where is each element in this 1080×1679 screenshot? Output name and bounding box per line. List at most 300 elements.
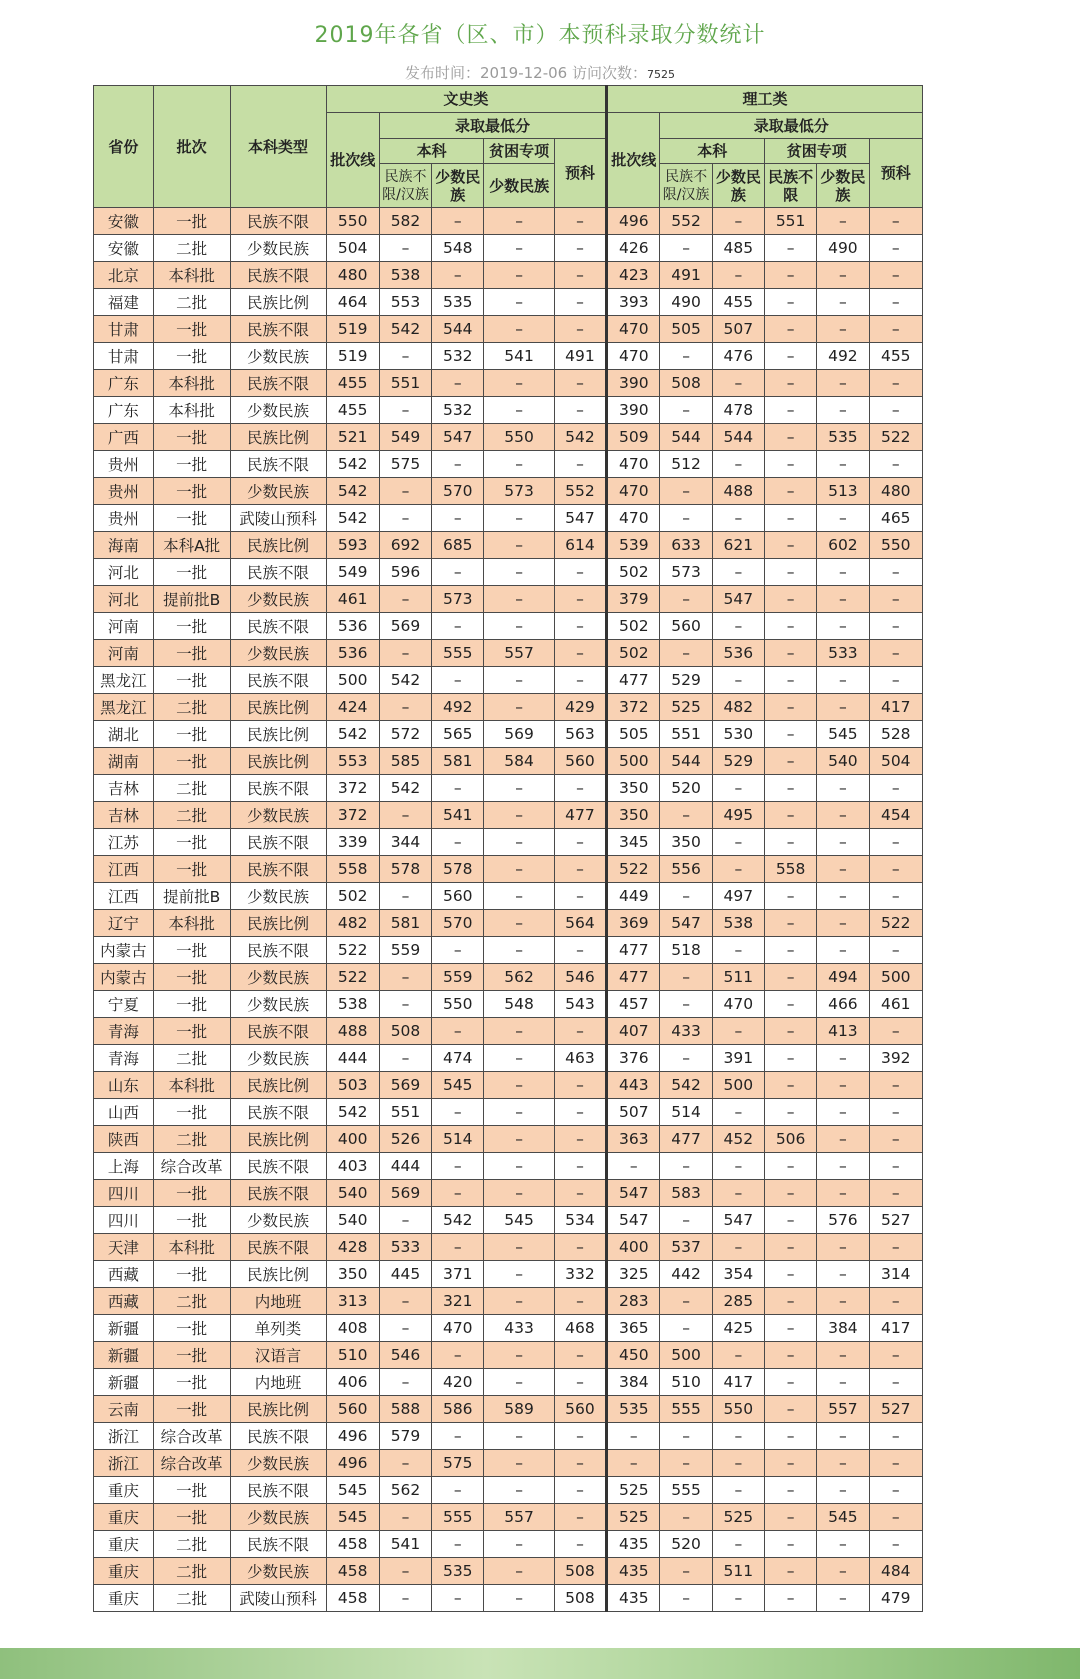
table-cell: 400 xyxy=(607,1234,660,1261)
table-cell: 479 xyxy=(869,1585,922,1612)
table-cell: 400 xyxy=(326,1126,379,1153)
table-row xyxy=(94,613,923,640)
table-cell: – xyxy=(764,775,816,802)
table-cell: 588 xyxy=(379,1396,431,1423)
table-cell: 民族比例 xyxy=(230,1126,326,1153)
table-row xyxy=(94,478,923,505)
table-cell: 一批 xyxy=(153,451,230,478)
table-cell: – xyxy=(660,1423,712,1450)
table-cell: 500 xyxy=(869,964,922,991)
table-cell: 551 xyxy=(379,370,431,397)
table-cell: – xyxy=(484,262,554,289)
table-cell: – xyxy=(554,289,606,316)
table-cell: – xyxy=(484,505,554,532)
table-cell: – xyxy=(484,829,554,856)
table-cell: – xyxy=(554,316,606,343)
table-cell: 黑龙江 xyxy=(94,667,154,694)
table-cell: 530 xyxy=(712,721,764,748)
table-cell: – xyxy=(660,1207,712,1234)
table-cell: – xyxy=(554,208,606,235)
table-cell: – xyxy=(764,1072,816,1099)
table-cell: – xyxy=(660,505,712,532)
table-cell: – xyxy=(869,235,922,262)
table-cell: – xyxy=(379,1450,431,1477)
table-cell: 青海 xyxy=(94,1045,154,1072)
table-row xyxy=(94,1477,923,1504)
table-cell: 372 xyxy=(326,802,379,829)
table-cell: 503 xyxy=(326,1072,379,1099)
table-cell: – xyxy=(764,1018,816,1045)
table-cell: 民族不限 xyxy=(230,1018,326,1045)
table-cell: 少数民族 xyxy=(230,397,326,424)
table-cell: 一批 xyxy=(153,559,230,586)
table-cell: 民族不限 xyxy=(230,1531,326,1558)
table-cell: – xyxy=(764,262,816,289)
table-cell: 甘肃 xyxy=(94,316,154,343)
table-cell: – xyxy=(764,370,816,397)
table-cell: – xyxy=(764,343,816,370)
table-cell: – xyxy=(554,235,606,262)
table-cell: 民族不限 xyxy=(230,262,326,289)
table-cell: 573 xyxy=(484,478,554,505)
table-cell: – xyxy=(432,262,484,289)
table-cell: – xyxy=(554,586,606,613)
table-cell: 少数民族 xyxy=(230,1504,326,1531)
table-cell: 520 xyxy=(660,775,712,802)
header-arts: 文史类 xyxy=(326,86,607,113)
table-cell: 692 xyxy=(379,532,431,559)
table-cell: 541 xyxy=(484,343,554,370)
table-cell: 492 xyxy=(432,694,484,721)
table-cell: – xyxy=(379,343,431,370)
table-cell: 365 xyxy=(607,1315,660,1342)
table-cell: 民族不限 xyxy=(230,829,326,856)
header-sci-poverty-unlimited: 民族不限 xyxy=(764,164,816,208)
table-cell: 536 xyxy=(326,640,379,667)
table-cell: – xyxy=(379,1369,431,1396)
table-cell: – xyxy=(764,937,816,964)
table-cell: 542 xyxy=(379,775,431,802)
table-cell: 393 xyxy=(607,289,660,316)
table-cell: – xyxy=(554,1099,606,1126)
table-cell: 522 xyxy=(607,856,660,883)
table-cell: 454 xyxy=(869,802,922,829)
table-cell: 557 xyxy=(484,640,554,667)
table-cell: – xyxy=(660,1315,712,1342)
table-cell: – xyxy=(712,1180,764,1207)
table-cell: – xyxy=(484,1045,554,1072)
table-cell: 538 xyxy=(379,262,431,289)
table-cell: – xyxy=(554,1234,606,1261)
table-cell: 少数民族 xyxy=(230,1207,326,1234)
table-cell: 633 xyxy=(660,532,712,559)
table-cell: 490 xyxy=(660,289,712,316)
table-cell: – xyxy=(764,316,816,343)
table-cell: – xyxy=(817,829,869,856)
table-cell: 民族不限 xyxy=(230,1099,326,1126)
table-cell: 547 xyxy=(712,1207,764,1234)
table-cell: 汉语言 xyxy=(230,1342,326,1369)
table-cell: – xyxy=(660,640,712,667)
table-cell: – xyxy=(554,667,606,694)
table-cell: 537 xyxy=(660,1234,712,1261)
table-cell: 一批 xyxy=(153,478,230,505)
table-cell: 少数民族 xyxy=(230,1045,326,1072)
table-cell: 提前批B xyxy=(153,586,230,613)
table-cell: – xyxy=(817,694,869,721)
table-row xyxy=(94,775,923,802)
table-cell: 563 xyxy=(554,721,606,748)
table-cell: 526 xyxy=(379,1126,431,1153)
table-cell: 442 xyxy=(660,1261,712,1288)
table-cell: 578 xyxy=(432,856,484,883)
table-cell: – xyxy=(484,1423,554,1450)
table-cell: 407 xyxy=(607,1018,660,1045)
table-cell: 444 xyxy=(326,1045,379,1072)
table-row xyxy=(94,289,923,316)
table-cell: – xyxy=(869,370,922,397)
table-cell: 560 xyxy=(432,883,484,910)
table-cell: – xyxy=(432,1585,484,1612)
table-cell: 重庆 xyxy=(94,1585,154,1612)
table-cell: 一批 xyxy=(153,991,230,1018)
table-cell: – xyxy=(869,667,922,694)
table-cell: 山西 xyxy=(94,1099,154,1126)
table-cell: 北京 xyxy=(94,262,154,289)
table-cell: – xyxy=(484,235,554,262)
table-cell: 民族比例 xyxy=(230,532,326,559)
table-cell: – xyxy=(554,451,606,478)
table-cell: – xyxy=(484,694,554,721)
table-cell: 463 xyxy=(554,1045,606,1072)
table-cell: – xyxy=(764,1477,816,1504)
table-cell: 本科批 xyxy=(153,262,230,289)
table-cell: 广西 xyxy=(94,424,154,451)
table-cell: 533 xyxy=(817,640,869,667)
table-cell: – xyxy=(379,991,431,1018)
table-cell: 505 xyxy=(607,721,660,748)
table-cell: 521 xyxy=(326,424,379,451)
table-cell: – xyxy=(869,559,922,586)
table-cell: 545 xyxy=(326,1504,379,1531)
table-row xyxy=(94,1423,923,1450)
table-row xyxy=(94,559,923,586)
table-cell: – xyxy=(432,1099,484,1126)
table-cell: 470 xyxy=(607,478,660,505)
table-cell: – xyxy=(764,235,816,262)
table-cell: – xyxy=(764,532,816,559)
table-cell: 511 xyxy=(712,1558,764,1585)
table-cell: – xyxy=(484,208,554,235)
table-row xyxy=(94,667,923,694)
table-cell: 534 xyxy=(554,1207,606,1234)
table-cell: 二批 xyxy=(153,289,230,316)
table-cell: 433 xyxy=(484,1315,554,1342)
table-cell: 甘肃 xyxy=(94,343,154,370)
table-cell: 西藏 xyxy=(94,1288,154,1315)
table-cell: – xyxy=(817,1099,869,1126)
table-cell: 339 xyxy=(326,829,379,856)
table-cell: – xyxy=(484,1072,554,1099)
page-title: 2019年各省（区、市）本预科录取分数统计 xyxy=(314,23,766,48)
table-cell: 450 xyxy=(607,1342,660,1369)
table-cell: – xyxy=(764,991,816,1018)
table-cell: 420 xyxy=(432,1369,484,1396)
table-cell: 508 xyxy=(554,1585,606,1612)
table-cell: 二批 xyxy=(153,1045,230,1072)
table-cell: 551 xyxy=(660,721,712,748)
table-cell: 496 xyxy=(326,1423,379,1450)
table-row xyxy=(94,1504,923,1531)
table-cell: 525 xyxy=(660,694,712,721)
table-cell: 一批 xyxy=(153,1504,230,1531)
table-cell: – xyxy=(712,370,764,397)
table-cell: – xyxy=(432,667,484,694)
table-cell: 510 xyxy=(326,1342,379,1369)
table-cell: 384 xyxy=(817,1315,869,1342)
table-cell: – xyxy=(554,370,606,397)
table-cell: 一批 xyxy=(153,640,230,667)
table-cell: – xyxy=(764,1180,816,1207)
table-cell: – xyxy=(660,235,712,262)
header-sci-prep: 预科 xyxy=(869,139,922,208)
table-cell: 350 xyxy=(660,829,712,856)
header-sci-min-score: 录取最低分 xyxy=(660,113,923,139)
table-cell: 502 xyxy=(607,613,660,640)
table-cell: 390 xyxy=(607,397,660,424)
table-cell: – xyxy=(764,289,816,316)
table-cell: – xyxy=(712,1450,764,1477)
table-cell: – xyxy=(660,1450,712,1477)
table-cell: – xyxy=(817,586,869,613)
table-cell: 545 xyxy=(484,1207,554,1234)
table-cell: 435 xyxy=(607,1531,660,1558)
table-cell: 少数民族 xyxy=(230,586,326,613)
table-cell: 581 xyxy=(379,910,431,937)
table-cell: – xyxy=(869,640,922,667)
table-cell: 527 xyxy=(869,1207,922,1234)
table-cell: 545 xyxy=(817,721,869,748)
header-sci-minority: 少数民族 xyxy=(712,164,764,208)
table-cell: 综合改革 xyxy=(153,1450,230,1477)
table-row xyxy=(94,1180,923,1207)
table-cell: 542 xyxy=(660,1072,712,1099)
table-row xyxy=(94,343,923,370)
table-cell: 584 xyxy=(484,748,554,775)
table-row xyxy=(94,586,923,613)
table-cell: 468 xyxy=(554,1315,606,1342)
table-cell: 518 xyxy=(660,937,712,964)
table-cell: 508 xyxy=(660,370,712,397)
table-cell: 535 xyxy=(432,1558,484,1585)
table-cell: – xyxy=(484,910,554,937)
table-cell: – xyxy=(817,1531,869,1558)
table-cell: – xyxy=(869,1018,922,1045)
table-cell: 江苏 xyxy=(94,829,154,856)
table-cell: – xyxy=(379,640,431,667)
table-cell: 一批 xyxy=(153,424,230,451)
table-cell: 542 xyxy=(379,667,431,694)
table-cell: 602 xyxy=(817,532,869,559)
table-cell: 596 xyxy=(379,559,431,586)
table-cell: – xyxy=(484,1234,554,1261)
header-science: 理工类 xyxy=(607,86,923,113)
table-cell: 544 xyxy=(660,748,712,775)
table-cell: – xyxy=(554,262,606,289)
table-cell: 544 xyxy=(660,424,712,451)
table-cell: 522 xyxy=(326,964,379,991)
table-cell: 417 xyxy=(712,1369,764,1396)
table-cell: – xyxy=(432,613,484,640)
table-cell: – xyxy=(484,1261,554,1288)
table-cell: 551 xyxy=(764,208,816,235)
table-cell: 379 xyxy=(607,586,660,613)
table-cell: – xyxy=(764,451,816,478)
table-cell: 490 xyxy=(817,235,869,262)
table-cell: 民族比例 xyxy=(230,1261,326,1288)
table-cell: 综合改革 xyxy=(153,1423,230,1450)
table-cell: 522 xyxy=(326,937,379,964)
table-cell: 548 xyxy=(484,991,554,1018)
table-cell: 单列类 xyxy=(230,1315,326,1342)
table-cell: 535 xyxy=(817,424,869,451)
table-cell: – xyxy=(379,883,431,910)
table-cell: 621 xyxy=(712,532,764,559)
publish-label: 发布时间：2019-12-06 访问次数： xyxy=(405,64,647,82)
table-cell: 488 xyxy=(326,1018,379,1045)
table-cell: – xyxy=(484,1126,554,1153)
table-cell: – xyxy=(432,1423,484,1450)
table-cell: 535 xyxy=(432,289,484,316)
table-cell: 民族不限 xyxy=(230,1423,326,1450)
header-batch: 批次 xyxy=(153,86,230,208)
table-cell: 内蒙古 xyxy=(94,937,154,964)
table-cell: 457 xyxy=(607,991,660,1018)
table-cell: – xyxy=(660,1153,712,1180)
table-cell: 445 xyxy=(379,1261,431,1288)
table-cell: 少数民族 xyxy=(230,1558,326,1585)
table-cell: – xyxy=(817,1045,869,1072)
table-cell: – xyxy=(764,1585,816,1612)
table-cell: 332 xyxy=(554,1261,606,1288)
table-cell: 544 xyxy=(432,316,484,343)
table-cell: 477 xyxy=(554,802,606,829)
table-cell: 一批 xyxy=(153,748,230,775)
table-cell: 一批 xyxy=(153,1369,230,1396)
table-cell: 502 xyxy=(326,883,379,910)
table-cell: 470 xyxy=(432,1315,484,1342)
table-cell: 509 xyxy=(607,424,660,451)
table-cell: 黑龙江 xyxy=(94,694,154,721)
table-cell: 民族比例 xyxy=(230,1396,326,1423)
table-cell: 314 xyxy=(869,1261,922,1288)
table-cell: 二批 xyxy=(153,1558,230,1585)
header-province: 省份 xyxy=(94,86,154,208)
table-cell: 458 xyxy=(326,1531,379,1558)
table-cell: – xyxy=(764,1315,816,1342)
table-cell: – xyxy=(764,424,816,451)
table-cell: – xyxy=(379,235,431,262)
table-cell: – xyxy=(660,802,712,829)
table-cell: – xyxy=(432,937,484,964)
table-cell: 502 xyxy=(607,559,660,586)
table-cell: – xyxy=(764,802,816,829)
table-cell: – xyxy=(764,721,816,748)
table-cell: 武陵山预科 xyxy=(230,1585,326,1612)
table-cell: 四川 xyxy=(94,1180,154,1207)
table-cell: – xyxy=(817,1369,869,1396)
table-cell: – xyxy=(869,1180,922,1207)
table-cell: – xyxy=(712,1342,764,1369)
table-cell: 555 xyxy=(660,1477,712,1504)
table-cell: – xyxy=(869,856,922,883)
table-cell: 477 xyxy=(607,937,660,964)
table-cell: – xyxy=(869,1099,922,1126)
table-cell: 二批 xyxy=(153,1585,230,1612)
table-cell: 一批 xyxy=(153,1099,230,1126)
table-cell: – xyxy=(432,1180,484,1207)
table-cell: 540 xyxy=(817,748,869,775)
table-row xyxy=(94,451,923,478)
table-cell: – xyxy=(554,856,606,883)
table-cell: 477 xyxy=(607,964,660,991)
table-cell: – xyxy=(764,613,816,640)
table-cell: 470 xyxy=(607,451,660,478)
table-cell: 508 xyxy=(379,1018,431,1045)
table-cell: – xyxy=(379,964,431,991)
table-cell: – xyxy=(554,1126,606,1153)
table-cell: – xyxy=(869,937,922,964)
table-cell: 443 xyxy=(607,1072,660,1099)
table-cell: – xyxy=(817,856,869,883)
table-cell: 371 xyxy=(432,1261,484,1288)
table-cell: – xyxy=(764,883,816,910)
table-cell: – xyxy=(432,1018,484,1045)
header-arts-cutoff: 批次线 xyxy=(326,113,379,208)
table-cell: 496 xyxy=(326,1450,379,1477)
table-cell: 500 xyxy=(660,1342,712,1369)
table-cell: – xyxy=(484,1018,554,1045)
table-cell: – xyxy=(379,1315,431,1342)
header-sci-ethnic-unlimited: 民族不限/汉族 xyxy=(660,164,712,208)
publish-meta xyxy=(0,62,1080,83)
table-cell: 519 xyxy=(326,316,379,343)
table-cell: 青海 xyxy=(94,1018,154,1045)
table-cell: 559 xyxy=(379,937,431,964)
table-cell: – xyxy=(712,667,764,694)
table-cell: – xyxy=(484,1585,554,1612)
table-cell: 民族不限 xyxy=(230,613,326,640)
table-cell: 重庆 xyxy=(94,1477,154,1504)
table-cell: 354 xyxy=(712,1261,764,1288)
table-cell: 461 xyxy=(869,991,922,1018)
table-cell: – xyxy=(484,1531,554,1558)
table-cell: 549 xyxy=(326,559,379,586)
table-cell: – xyxy=(712,1234,764,1261)
table-cell: 527 xyxy=(869,1396,922,1423)
table-cell: 二批 xyxy=(153,802,230,829)
table-cell: – xyxy=(817,1342,869,1369)
table-cell: 390 xyxy=(607,370,660,397)
table-cell: 413 xyxy=(817,1018,869,1045)
table-row xyxy=(94,235,923,262)
table-cell: 586 xyxy=(432,1396,484,1423)
table-cell: – xyxy=(484,1450,554,1477)
table-cell: – xyxy=(554,613,606,640)
table-cell: 一批 xyxy=(153,1315,230,1342)
table-cell: – xyxy=(484,1369,554,1396)
table-cell: 283 xyxy=(607,1288,660,1315)
